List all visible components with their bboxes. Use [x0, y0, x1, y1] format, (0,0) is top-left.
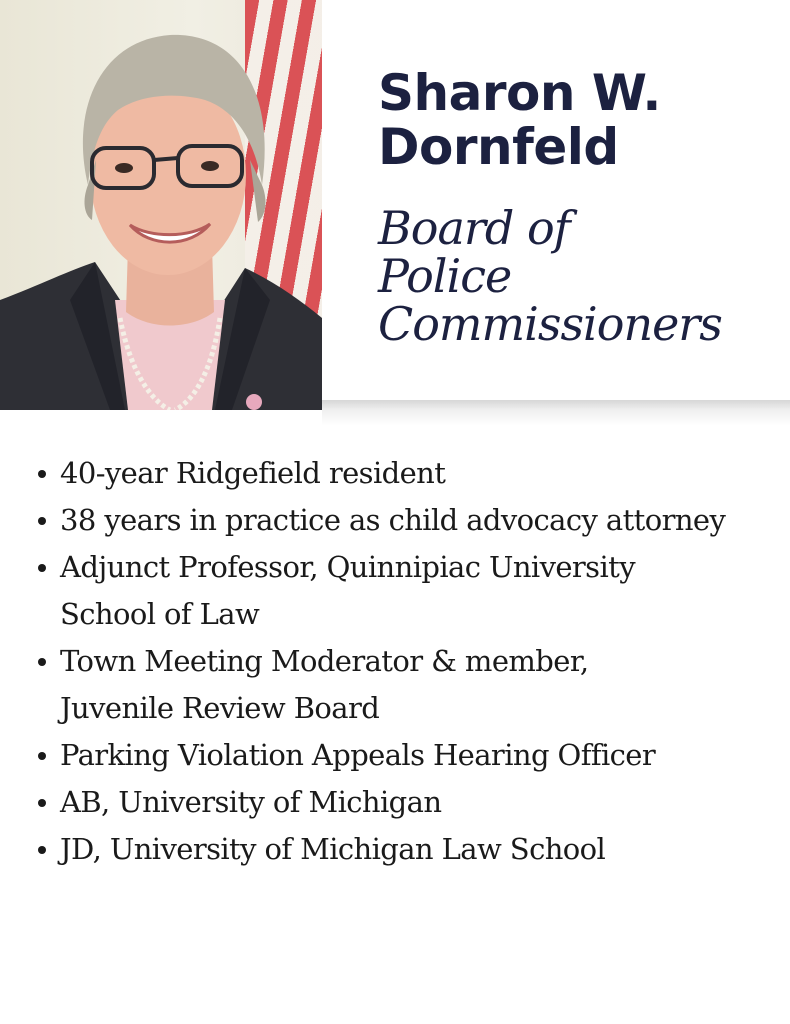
bullet-icon [38, 658, 46, 666]
candidate-name-line2: Dornfeld [378, 118, 619, 176]
candidate-role [378, 201, 778, 351]
bullet-icon [38, 846, 46, 854]
list-item-text: 38 years in practice as child advocacy attorney [60, 503, 726, 537]
bullet-icon [38, 752, 46, 760]
credentials-list [36, 450, 786, 873]
list-item-text: Adjunct Professor, Quinnipiac University [60, 550, 635, 584]
portrait-photo [0, 0, 322, 410]
bullet-icon [38, 517, 46, 525]
list-item-text: Town Meeting Moderator & member, [60, 644, 589, 678]
list-item [36, 544, 786, 638]
bullet-icon [38, 799, 46, 807]
list-item [36, 450, 786, 497]
portrait-figure [0, 0, 322, 410]
list-item [36, 732, 786, 779]
candidate-role-line3: Commissioners [378, 297, 722, 351]
list-item-text: Parking Violation Appeals Hearing Officer [60, 738, 656, 772]
list-item [36, 497, 786, 544]
list-item-text: JD, University of Michigan Law School [60, 832, 606, 866]
candidate-name-line1: Sharon W. [378, 64, 661, 122]
list-item [36, 826, 786, 873]
candidate-role-line1: Board of [378, 201, 570, 255]
bullet-icon [38, 470, 46, 478]
list-item [36, 779, 786, 826]
header-shadow [322, 400, 790, 426]
list-item-text: 40-year Ridgefield resident [60, 456, 446, 490]
list-item-text: AB, University of Michigan [60, 785, 442, 819]
candidate-name [378, 66, 778, 174]
candidate-role-line2: Police [378, 249, 512, 303]
list-item-text-continued: School of Law [60, 597, 260, 631]
list-item-text-continued: Juvenile Review Board [60, 691, 380, 725]
list-item [36, 638, 786, 732]
bullet-icon [38, 564, 46, 572]
